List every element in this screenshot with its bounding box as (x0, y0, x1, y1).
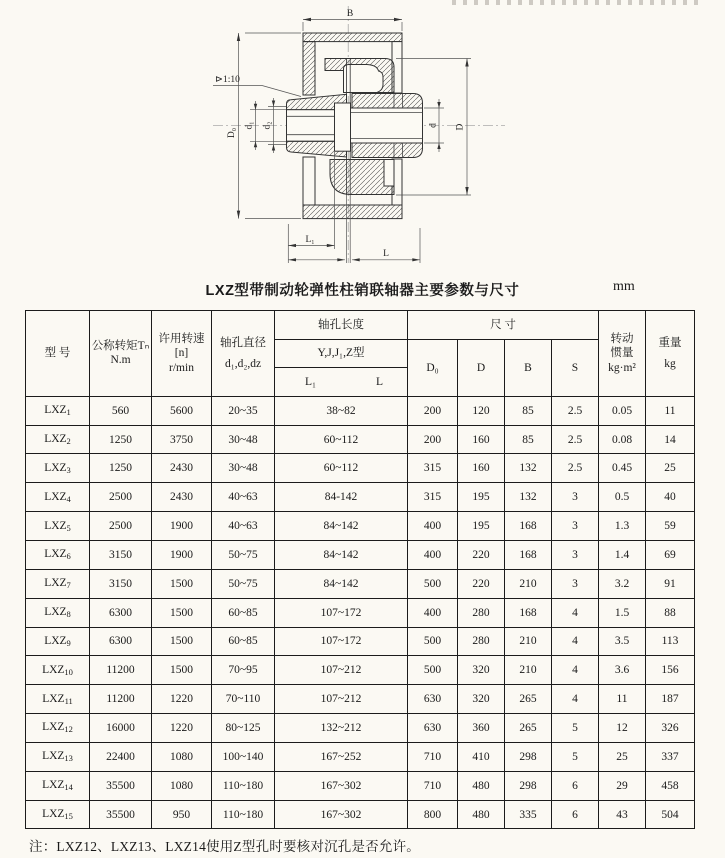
cell-s: 4 (552, 627, 599, 656)
cell-d0: 315 (408, 483, 458, 512)
header-S: S (552, 339, 599, 396)
cell-length: 84~142 (275, 512, 408, 541)
cell-torque: 2500 (90, 483, 152, 512)
cell-weight: 156 (646, 656, 695, 685)
table-row (26, 800, 695, 829)
table-row (26, 541, 695, 570)
cell-b: 265 (505, 714, 552, 743)
cell-inertia: 11 (599, 685, 646, 714)
cell-d0: 400 (408, 598, 458, 627)
cell-s: 2.5 (552, 454, 599, 483)
cell-d0: 630 (408, 685, 458, 714)
dim-B (303, 18, 402, 31)
header-D: D (458, 339, 505, 396)
cell-d0: 710 (408, 771, 458, 800)
cell-s: 2.5 (552, 425, 599, 454)
cell-b: 168 (505, 512, 552, 541)
cell-b: 210 (505, 569, 552, 598)
cell-model: $LXZ_8$ (26, 598, 90, 627)
dim-label-d1: d₁ (244, 121, 255, 130)
cell-d: 320 (458, 685, 505, 714)
cell-torque: 11200 (90, 656, 152, 685)
dim-label-L: L (383, 249, 389, 260)
cell-length: 84~142 (275, 541, 408, 570)
header-model: 型 号 (26, 311, 90, 397)
cell-d: 280 (458, 598, 505, 627)
cell-inertia: 1.5 (599, 598, 646, 627)
cell-model: $LXZ_{10}$ (26, 656, 90, 685)
table-row (26, 742, 695, 771)
cell-length: 60~112 (275, 454, 408, 483)
cell-model: $LXZ_1$ (26, 396, 90, 425)
cell-length: 107~172 (275, 627, 408, 656)
taper-label: ⊳1:10 (215, 75, 240, 85)
header-size: 尺 寸 (408, 311, 599, 340)
cell-d: 220 (458, 569, 505, 598)
dim-label-D0: D₀ (227, 127, 237, 139)
dim-label-L1: L₁ (305, 235, 315, 245)
cell-weight: 113 (646, 627, 695, 656)
cell-length: 84~142 (275, 569, 408, 598)
cell-length: 167~302 (275, 800, 408, 829)
cell-model: $LXZ_6$ (26, 541, 90, 570)
cell-s: 3 (552, 483, 599, 512)
cell-d: 410 (458, 742, 505, 771)
cell-d: 480 (458, 800, 505, 829)
cell-bore: 100~140 (212, 742, 275, 771)
cell-d0: 800 (408, 800, 458, 829)
cell-model: $LXZ_{15}$ (26, 800, 90, 829)
cell-d: 280 (458, 627, 505, 656)
cell-inertia: 0.5 (599, 483, 646, 512)
cell-weight: 40 (646, 483, 695, 512)
cell-inertia: 25 (599, 742, 646, 771)
cell-inertia: 12 (599, 714, 646, 743)
cell-speed: 2430 (152, 454, 212, 483)
cell-length: 107~172 (275, 598, 408, 627)
cell-b: 132 (505, 454, 552, 483)
cell-d: 360 (458, 714, 505, 743)
cell-length: 107~212 (275, 656, 408, 685)
header-inertia: 转动 惯量 kg·m² (599, 311, 646, 397)
cell-b: 210 (505, 656, 552, 685)
cell-b: 85 (505, 396, 552, 425)
cell-torque: 1250 (90, 454, 152, 483)
cell-torque: 22400 (90, 742, 152, 771)
cell-length: 84-142 (275, 483, 408, 512)
cell-inertia: 0.08 (599, 425, 646, 454)
cell-torque: 35500 (90, 771, 152, 800)
cell-bore: 60~85 (212, 598, 275, 627)
coupling-section-drawing (0, 0, 725, 272)
cell-d0: 200 (408, 425, 458, 454)
cell-d: 160 (458, 454, 505, 483)
table-row (26, 714, 695, 743)
cell-torque: 1250 (90, 425, 152, 454)
cell-b: 265 (505, 685, 552, 714)
cell-model: $LXZ_{13}$ (26, 742, 90, 771)
cell-model: $LXZ_4$ (26, 483, 90, 512)
cell-bore: 40~63 (212, 512, 275, 541)
cell-inertia: 1.3 (599, 512, 646, 541)
cell-s: 2.5 (552, 396, 599, 425)
cell-b: 210 (505, 627, 552, 656)
cell-d0: 400 (408, 541, 458, 570)
cell-bore: 30~48 (212, 454, 275, 483)
cell-s: 3 (552, 512, 599, 541)
right-hub (350, 94, 422, 158)
cell-bore: 110~180 (212, 771, 275, 800)
cell-weight: 337 (646, 742, 695, 771)
cell-speed: 1080 (152, 771, 212, 800)
cell-bore: 20~35 (212, 396, 275, 425)
cell-length: 167~302 (275, 771, 408, 800)
cell-weight: 14 (646, 425, 695, 454)
cell-d0: 710 (408, 742, 458, 771)
spec-table-head (26, 311, 695, 397)
cell-b: 85 (505, 425, 552, 454)
cell-d: 220 (458, 541, 505, 570)
cell-model: $LXZ_2$ (26, 425, 90, 454)
table-row (26, 771, 695, 800)
spec-table (25, 310, 695, 829)
cell-b: 168 (505, 541, 552, 570)
cell-speed: 2430 (152, 483, 212, 512)
cell-inertia: 0.05 (599, 396, 646, 425)
cell-weight: 69 (646, 541, 695, 570)
cell-s: 6 (552, 800, 599, 829)
cell-weight: 88 (646, 598, 695, 627)
cell-speed: 1220 (152, 714, 212, 743)
taper-callout (213, 86, 301, 97)
table-row (26, 656, 695, 685)
cell-s: 4 (552, 656, 599, 685)
cell-d: 195 (458, 483, 505, 512)
cell-s: 5 (552, 714, 599, 743)
cell-s: 5 (552, 742, 599, 771)
header-length: 轴孔长度 (275, 311, 408, 340)
cell-bore: 80~125 (212, 714, 275, 743)
header-bore: 轴孔直径 d₁,d₂,dz (212, 311, 275, 397)
table-row (26, 483, 695, 512)
cell-inertia: 3.2 (599, 569, 646, 598)
cell-weight: 59 (646, 512, 695, 541)
cell-weight: 91 (646, 569, 695, 598)
cell-d: 480 (458, 771, 505, 800)
cell-torque: 11200 (90, 685, 152, 714)
table-row (26, 512, 695, 541)
cell-inertia: 3.6 (599, 656, 646, 685)
cell-s: 4 (552, 685, 599, 714)
unit-label: mm (613, 279, 635, 294)
cell-d: 160 (458, 425, 505, 454)
cell-torque: 35500 (90, 800, 152, 829)
table-row (26, 396, 695, 425)
cell-bore: 60~85 (212, 627, 275, 656)
cell-bore: 50~75 (212, 541, 275, 570)
cell-model: $LXZ_9$ (26, 627, 90, 656)
header-L1-L: L₁ L (275, 368, 408, 397)
footnote: 注：LXZ12、LXZ13、LXZ14使用Z型孔时要核对沉孔是否允许。 (29, 839, 420, 854)
cell-d0: 500 (408, 656, 458, 685)
cell-bore: 70~95 (212, 656, 275, 685)
cell-bore: 50~75 (212, 569, 275, 598)
cell-bore: 110~180 (212, 800, 275, 829)
cell-weight: 458 (646, 771, 695, 800)
cell-torque: 6300 (90, 627, 152, 656)
cell-torque: 560 (90, 396, 152, 425)
cell-weight: 326 (646, 714, 695, 743)
cell-speed: 1500 (152, 656, 212, 685)
dim-label-d: d (428, 123, 439, 128)
dim-label-D: D (455, 123, 466, 131)
cell-s: 3 (552, 541, 599, 570)
cell-b: 298 (505, 771, 552, 800)
table-row (26, 598, 695, 627)
cell-inertia: 43 (599, 800, 646, 829)
cell-inertia: 29 (599, 771, 646, 800)
header-length-types: Y,J,J₁,Z型 (275, 339, 408, 368)
cell-d: 320 (458, 656, 505, 685)
cell-weight: 11 (646, 396, 695, 425)
cell-torque: 3150 (90, 569, 152, 598)
header-B: B (505, 339, 552, 396)
cell-d0: 500 (408, 569, 458, 598)
cell-d: 195 (458, 512, 505, 541)
cell-torque: 3150 (90, 541, 152, 570)
cell-d: 120 (458, 396, 505, 425)
cell-speed: 1900 (152, 541, 212, 570)
cell-bore: 70~110 (212, 685, 275, 714)
cell-speed: 950 (152, 800, 212, 829)
cell-s: 4 (552, 598, 599, 627)
cell-speed: 1080 (152, 742, 212, 771)
cell-length: 132~212 (275, 714, 408, 743)
pin-boss-top (325, 59, 394, 93)
cell-length: 107~212 (275, 685, 408, 714)
cell-b: 298 (505, 742, 552, 771)
cell-inertia: 0.45 (599, 454, 646, 483)
cell-b: 335 (505, 800, 552, 829)
dim-label-d2: d₂ (262, 121, 273, 130)
cell-length: 167~252 (275, 742, 408, 771)
cell-model: $LXZ_{14}$ (26, 771, 90, 800)
cell-b: 132 (505, 483, 552, 512)
cell-speed: 1500 (152, 627, 212, 656)
title-row (0, 279, 725, 297)
cell-length: 60~112 (275, 425, 408, 454)
cell-bore: 40~63 (212, 483, 275, 512)
cell-model: $LXZ_7$ (26, 569, 90, 598)
cell-torque: 6300 (90, 598, 152, 627)
cell-speed: 1500 (152, 569, 212, 598)
cell-speed: 3750 (152, 425, 212, 454)
cell-weight: 187 (646, 685, 695, 714)
cell-d0: 200 (408, 396, 458, 425)
cell-inertia: 3.5 (599, 627, 646, 656)
table-row (26, 569, 695, 598)
cell-speed: 5600 (152, 396, 212, 425)
cell-speed: 1500 (152, 598, 212, 627)
cell-s: 6 (552, 771, 599, 800)
table-row (26, 454, 695, 483)
dim-label-B: B (346, 9, 354, 19)
header-weight: 重量 kg (646, 311, 695, 397)
table-row (26, 685, 695, 714)
cell-torque: 2500 (90, 512, 152, 541)
header-torque: 公称转矩Tₙ N.m (90, 311, 152, 397)
cell-model: $LXZ_3$ (26, 454, 90, 483)
cell-bore: 30~48 (212, 425, 275, 454)
cell-torque: 16000 (90, 714, 152, 743)
spec-table-container (25, 310, 695, 829)
cell-d0: 630 (408, 714, 458, 743)
cell-model: $LXZ_{12}$ (26, 714, 90, 743)
header-D0: D₀ (408, 339, 458, 396)
cell-s: 3 (552, 569, 599, 598)
table-row (26, 425, 695, 454)
cell-speed: 1900 (152, 512, 212, 541)
cell-b: 168 (505, 598, 552, 627)
page-title: LXZ型带制动轮弹性柱销联轴器主要参数与尺寸 (205, 283, 520, 299)
cell-model: $LXZ_5$ (26, 512, 90, 541)
cell-model: $LXZ_{11}$ (26, 685, 90, 714)
table-row (26, 627, 695, 656)
cell-weight: 504 (646, 800, 695, 829)
cell-d0: 500 (408, 627, 458, 656)
spec-table-body (26, 396, 695, 829)
cell-length: 38~82 (275, 396, 408, 425)
cell-weight: 25 (646, 454, 695, 483)
cell-speed: 1220 (152, 685, 212, 714)
cell-inertia: 1.4 (599, 541, 646, 570)
pin-boss-bottom (330, 160, 394, 195)
cell-d0: 400 (408, 512, 458, 541)
header-speed: 许用转速 [n] r/min (152, 311, 212, 397)
cell-d0: 315 (408, 454, 458, 483)
